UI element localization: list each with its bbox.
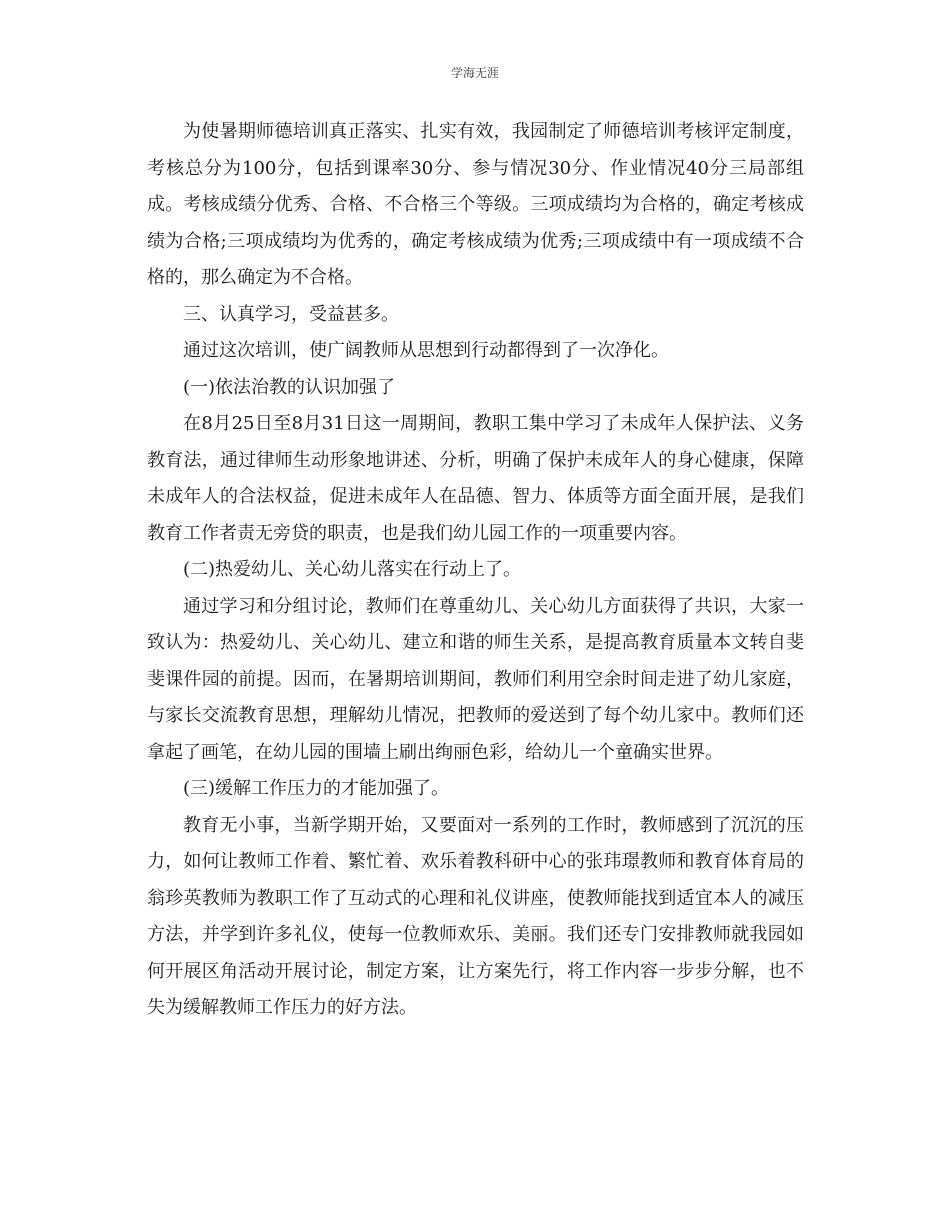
document-body — [147, 114, 804, 1027]
subheading-one: (一)依法治教的认识加强了 — [183, 376, 396, 398]
subheading-three: (三)缓解工作压力的才能加强了。 — [183, 778, 450, 799]
section-heading-three: 三、认真学习，受益甚多。 — [183, 303, 399, 325]
paragraph-care-for-children: 通过学习和分组讨论，教师们在尊重幼儿、关心幼儿方面获得了共识，大家一致认为：热爱幼儿、关心幼儿、建立和谐的师生关系，是提高教育质量本文转自斐斐课件园的前提。因而，在暑期培训期间，教师们利用空余时间走进了幼儿家庭，与家长交流教育思想，理解幼儿情况，把教师的爱送到了每个幼儿家中。教师们还拿起了画笔，在幼儿园的围墙上刷出绚丽色彩，给幼儿一个童确实世界。 — [147, 595, 804, 763]
subheading-two: (二)热爱幼儿、关心幼儿落实在行动上了。 — [183, 559, 522, 580]
paragraph-law-study: 在8月25日至8月31日这一周期间，教职工集中学习了未成年人保护法、义务教育法，通过律师生动形象地讲述、分析，明确了保护未成年人的身心健康，保障未成年人的合法权益，促进未成年人在品德、智力、体质等方面全面开展，是我们教育工作者责无旁贷的职责，也是我们幼儿园工作的一项重要内容。 — [147, 413, 804, 544]
paragraph-stress-relief: 教育无小事，当新学期开始，又要面对一系列的工作时，教师感到了沉沉的压力，如何让教师工作着、繁忙着、欢乐着教科研中心的张玮璟教师和教育体育局的翁珍英教师为教职工作了互动式的心理和礼仪讲座，使教师能找到适宜本人的减压方法，并学到许多礼仪，使每一位教师欢乐、美丽。我们还专门安排教师就我园如何开展区角活动开展讨论，制定方案，让方案先行，将工作内容一步步分解，也不失为缓解教师工作压力的好方法。 — [147, 814, 804, 1018]
paragraph-assessment-system: 为使暑期师德培训真正落实、扎实有效，我园制定了师德培训考核评定制度，考核总分为100分，包括到课率30分、参与情况30分、作业情况40分三局部组成。考核成绩分优秀、合格、不合格三个等级。三项成绩均为合格的，确定考核成绩为合格;三项成绩均为优秀的，确定考核成绩为优秀;三项成绩中有一项成绩不合格的，那么确定为不合格。 — [147, 121, 804, 288]
page-header: 学海无涯 — [450, 66, 499, 80]
paragraph-training-intro: 通过这次培训，使广阔教师从思想到行动都得到了一次净化。 — [183, 340, 669, 361]
